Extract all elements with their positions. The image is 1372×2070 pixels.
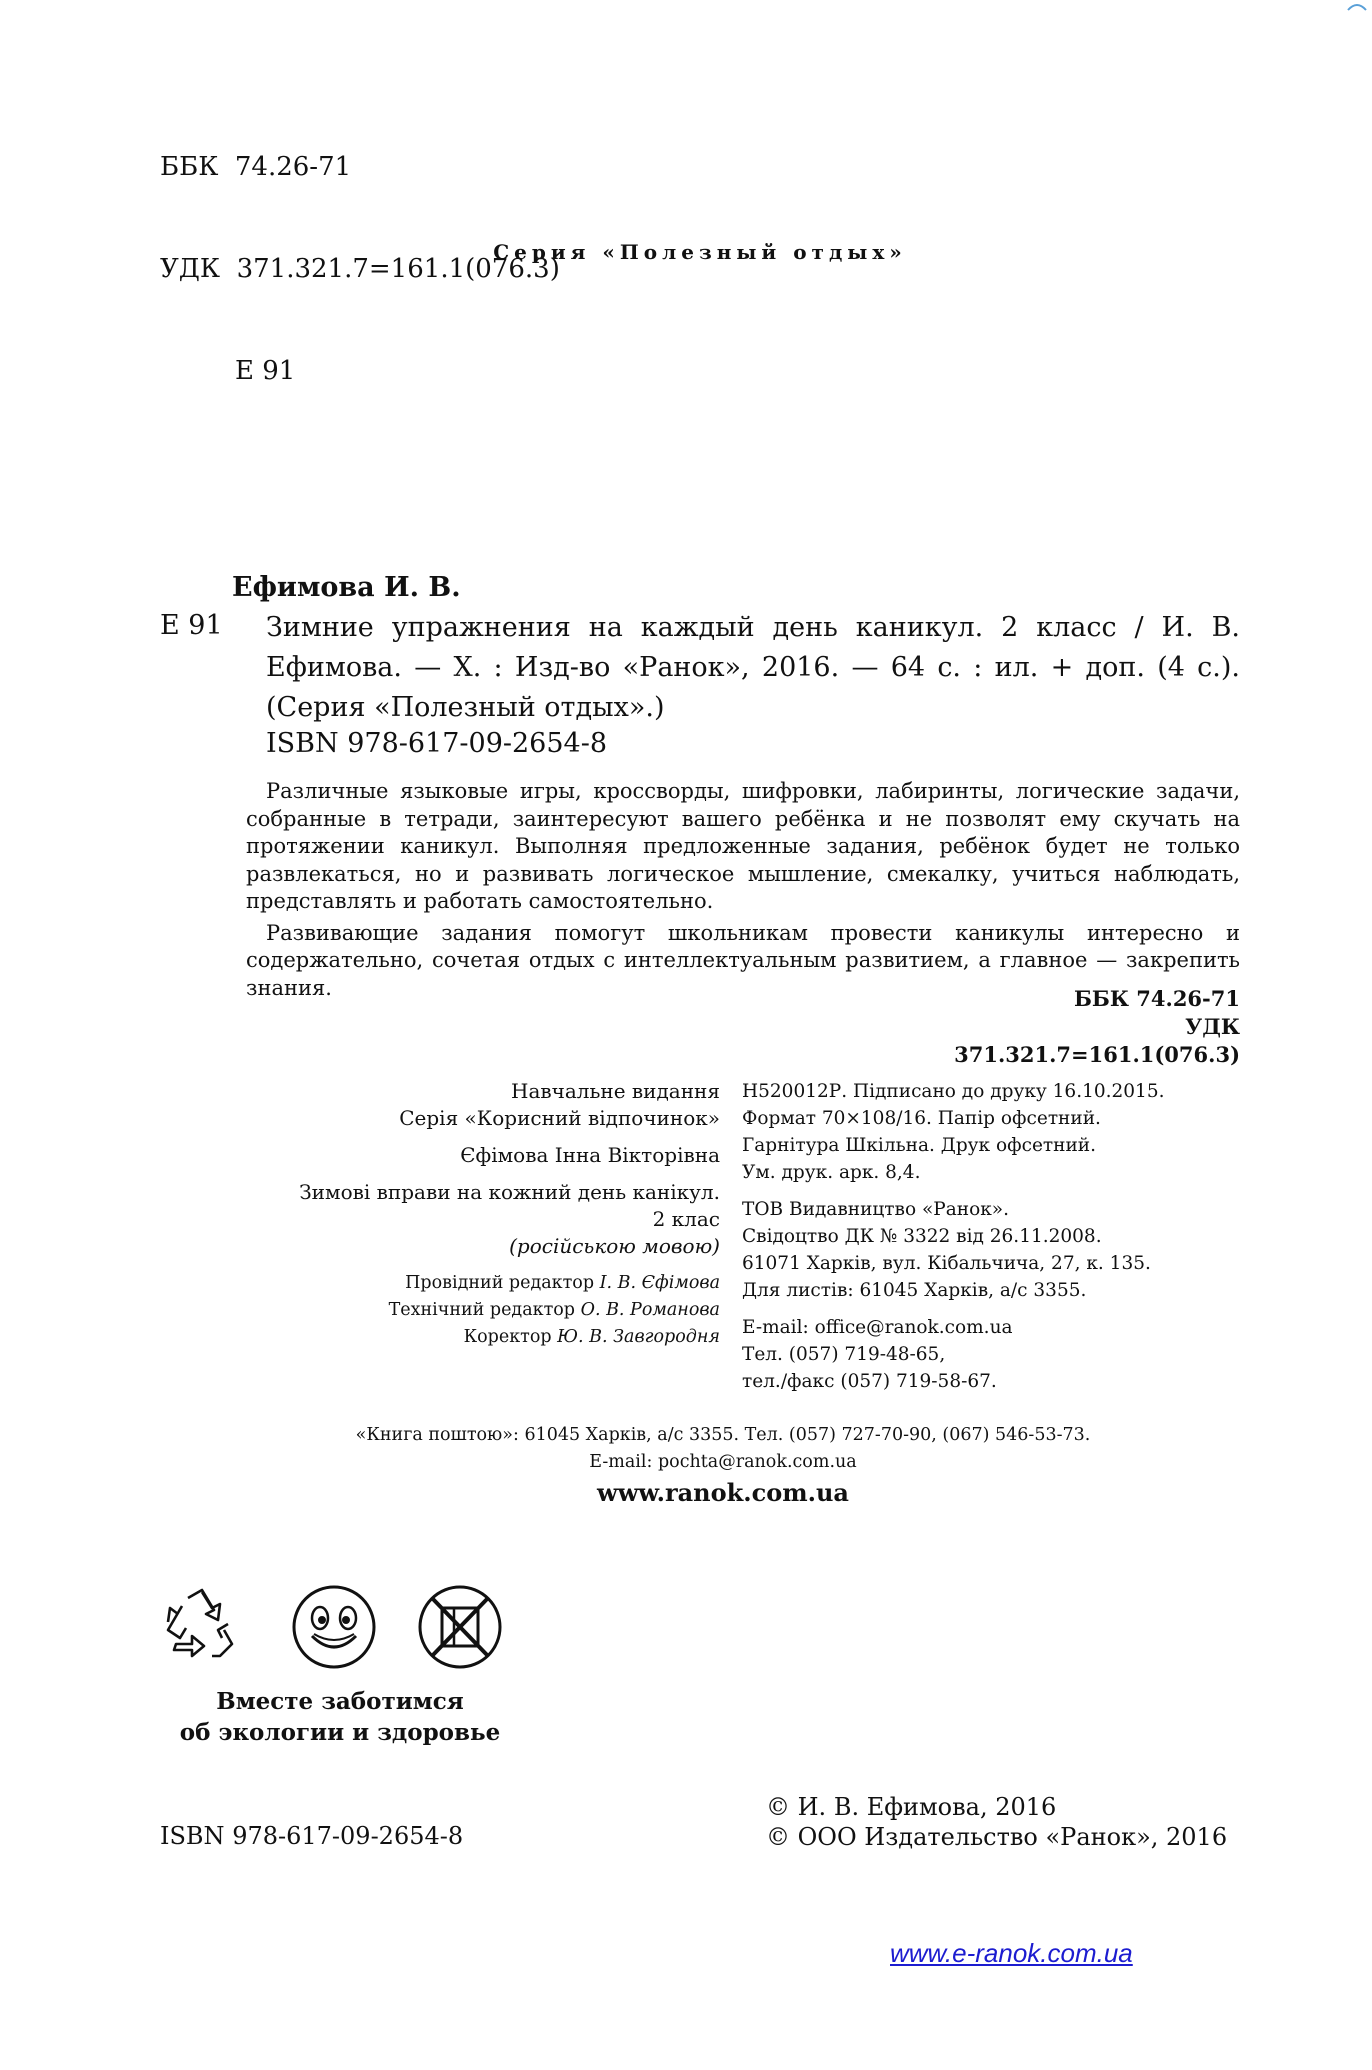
abstract <box>246 778 1240 1002</box>
copyright-publisher: © ООО Издательство «Ранок», 2016 <box>766 1823 1228 1851</box>
corner-mark-icon <box>1346 0 1368 12</box>
abstract-paragraph-1: Различные языковые игры, кроссворды, шифровки, лабиринты, логические задачи, собранные в тетради, заинтересуют вашего ребёнка и не позволят ему скучать на протяжении каникул. Выполняя предложенные задания, ребёнок будет не только развлекаться, но и развивать логическое мышление, смекалку, учиться наблюдать, представлять и работать самостоятельно. <box>246 779 1240 913</box>
bbk-code-right: ББК 74.26-71 <box>1073 986 1240 1011</box>
print-order: Н520012Р. Підписано до друку 16.10.2015. <box>742 1081 1165 1102</box>
imprint-right-column <box>742 1078 1242 1395</box>
mail-order-line: «Книга поштою»: 61045 Харків, а/с 3355. Тел. (057) 727-70-90, (067) 546-53-73. <box>355 1425 1091 1445</box>
catalog-isbn: ISBN 978-617-09-2654-8 <box>266 728 608 759</box>
mail-order-email: E-mail: pochta@ranok.com.ua <box>589 1452 857 1472</box>
eco-icons <box>158 1584 518 1674</box>
edition-type: Навчальне видання <box>511 1079 720 1103</box>
catalog-author: Ефимова И. В. <box>232 572 461 603</box>
edition-title: Зимові вправи на кожний день канікул. <box>299 1180 720 1204</box>
abstract-paragraph-2: Развивающие задания помогут школьникам провести каникулы интересно и содержательно, сочетая отдых с интеллектуальным развитием, а главное — закрепить знания. <box>246 920 1240 1000</box>
edition-author: Єфімова Інна Вікторівна <box>460 1143 720 1167</box>
recycle-icon <box>168 1590 232 1656</box>
proofreader: Коректор Ю. В. Завгородня <box>463 1327 720 1347</box>
publisher-certificate: Свідоцтво ДК № 3322 від 26.11.2008. <box>742 1226 1102 1247</box>
site-link[interactable]: www.e-ranok.com.ua <box>890 1938 1133 1968</box>
publisher-email: E-mail: office@ranok.com.ua <box>742 1317 1013 1338</box>
smiley-icon <box>294 1587 374 1667</box>
edition-grade: 2 клас <box>652 1207 720 1231</box>
publisher-name: ТОВ Видавництво «Ранок». <box>742 1199 1009 1220</box>
print-format: Формат 70×108/16. Папір офсетний. <box>742 1108 1101 1129</box>
eco-slogan <box>140 1686 540 1748</box>
print-sheets: Ум. друк. арк. 8,4. <box>742 1162 921 1183</box>
catalog-code: Е 91 <box>160 610 223 641</box>
author-code: Е 91 <box>235 356 296 386</box>
crossed-box-icon <box>420 1587 500 1667</box>
imprint-left-column <box>200 1078 720 1351</box>
publisher-phone: Тел. (057) 719-48-65, <box>742 1344 946 1365</box>
print-font: Гарнітура Шкільна. Друк офсетний. <box>742 1135 1097 1156</box>
publisher-website: www.ranok.com.ua <box>597 1478 849 1507</box>
copyright-author: © И. В. Ефимова, 2016 <box>766 1793 1057 1821</box>
classification-footer <box>900 985 1240 1069</box>
udk-code: УДК 371.321.7=161.1(076.3) <box>160 254 560 284</box>
lead-editor: Провідний редактор І. В. Єфімова <box>405 1273 720 1293</box>
udk-code-right: УДК 371.321.7=161.1(076.3) <box>954 1014 1240 1067</box>
bbk-code: ББК 74.26-71 <box>160 152 352 182</box>
tech-editor: Технічний редактор О. В. Романова <box>388 1300 720 1320</box>
publisher-fax: тел./факс (057) 719-58-67. <box>742 1371 997 1392</box>
mail-order-block <box>0 1422 1372 1510</box>
eco-slogan-line-2: об экологии и здоровье <box>179 1719 501 1746</box>
copyright-block <box>766 1792 1227 1852</box>
catalog-description: Зимние упражнения на каждый день каникул. 2 класс / И. В. Ефимова. — Х. : Изд-во «Ранок», 2016. — 64 с. : ил. + доп. (4 с.). (Серия «Полезный отдых».) <box>266 612 1240 723</box>
series-title: Серия «Полезный отдых» <box>493 240 907 264</box>
eco-slogan-line-1: Вместе заботимся <box>216 1688 464 1715</box>
publisher-letters: Для листів: 61045 Харків, а/с 3355. <box>742 1280 1087 1301</box>
edition-series: Серія «Корисний відпочинок» <box>399 1106 720 1130</box>
publisher-address: 61071 Харків, вул. Кібальчича, 27, к. 135. <box>742 1253 1151 1274</box>
isbn-bottom: ISBN 978-617-09-2654-8 <box>160 1822 464 1850</box>
edition-language: (російською мовою) <box>509 1234 720 1258</box>
